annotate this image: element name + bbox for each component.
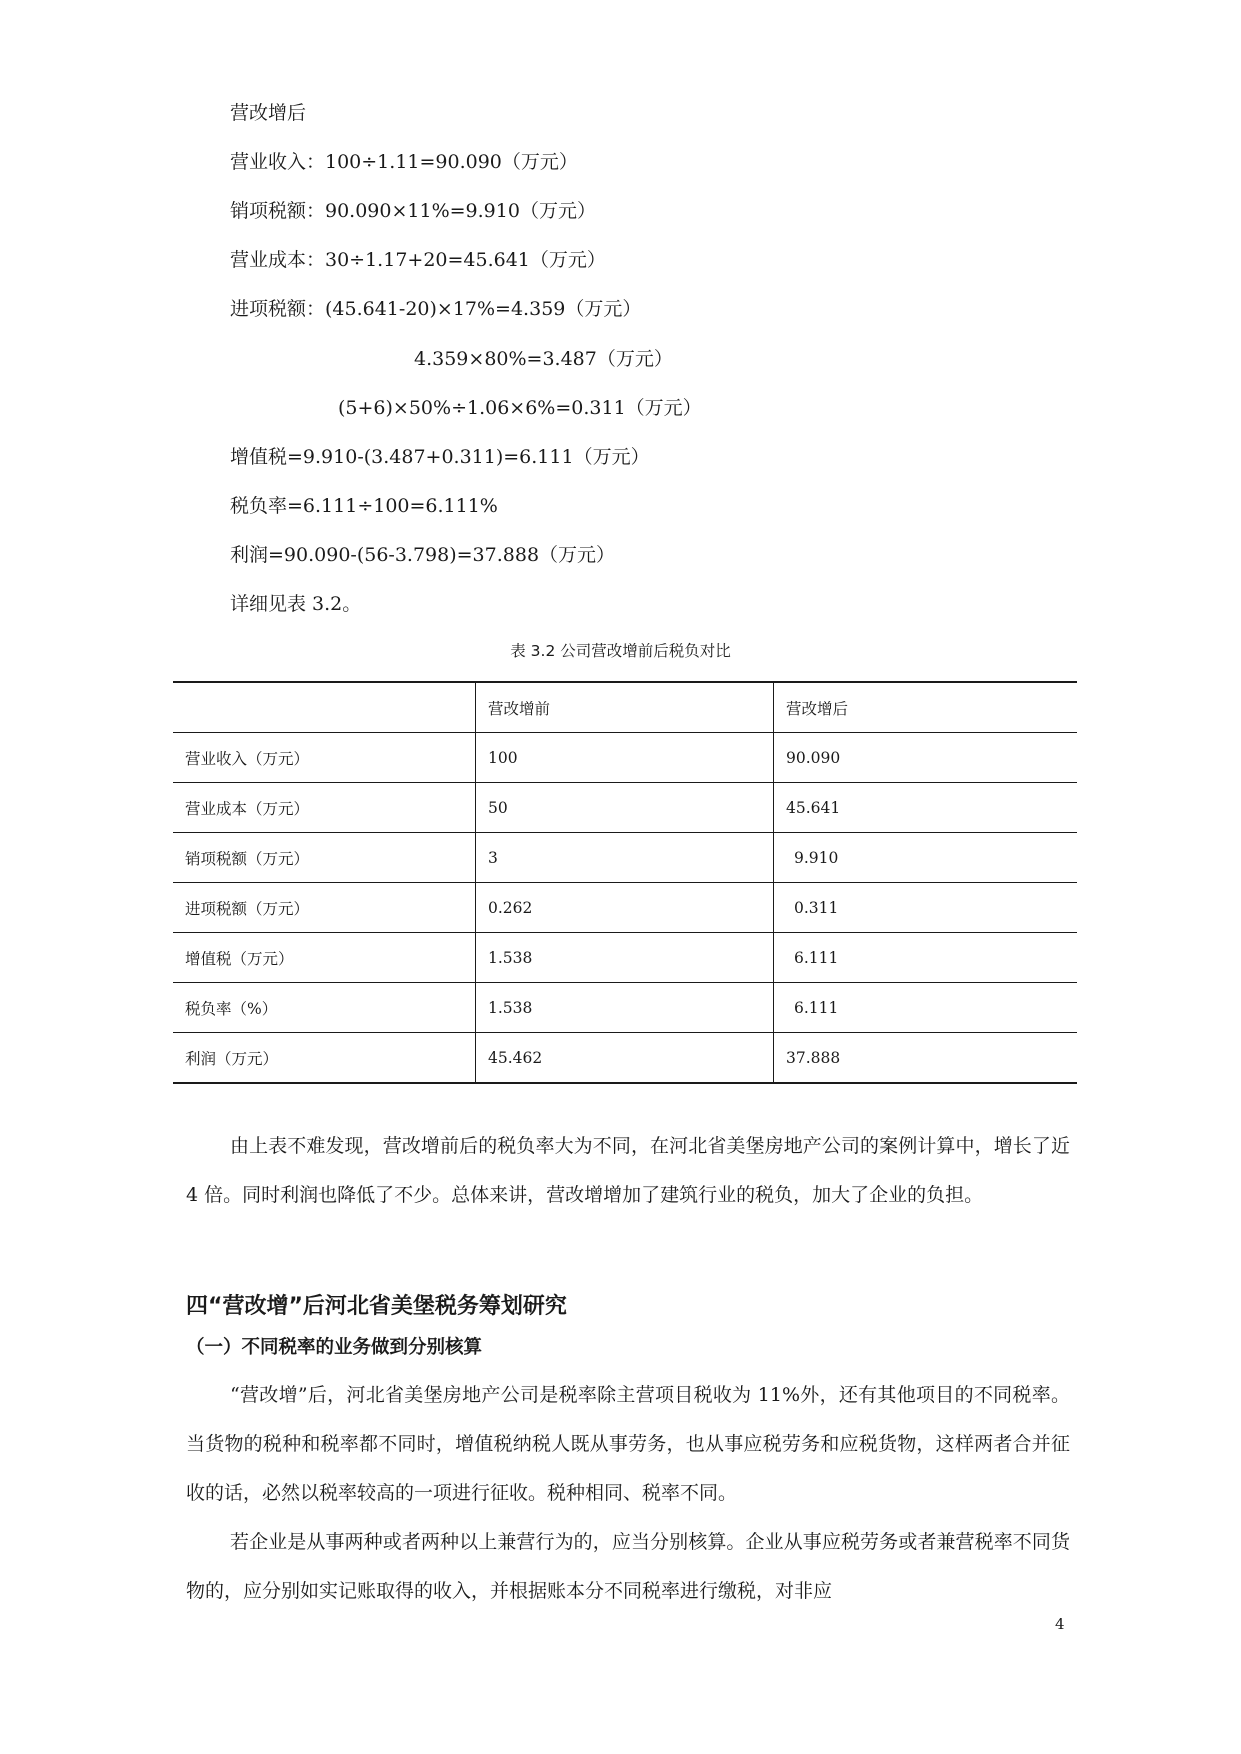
- row-label: 利润（万元）: [173, 1033, 476, 1084]
- value-after: 6.111: [774, 983, 1078, 1033]
- table-row: [173, 983, 1077, 1033]
- header-cell-blank: [173, 682, 476, 733]
- calc-header: 营改增后: [230, 102, 307, 124]
- value-before: 3: [476, 833, 774, 883]
- body-paragraph: 由上表不难发现，营改增前后的税负率大为不同，在河北省美堡房地产公司的案例计算中，增长了近 4 倍。同时利润也降低了不少。总体来讲，营改增增加了建筑行业的税负，加大了企业的负担。: [186, 1135, 1070, 1206]
- table-row: [173, 883, 1077, 933]
- table-row: [173, 783, 1077, 833]
- value-before: 50: [476, 783, 774, 833]
- value-before: 100: [476, 733, 774, 783]
- calc-cost: 营业成本：30÷1.17+20=45.641（万元）: [230, 249, 606, 271]
- value-after: 6.111: [774, 933, 1078, 983]
- calc-input-tax-line2: 4.359×80%=3.487（万元）: [414, 348, 673, 370]
- row-label: 增值税（万元）: [173, 933, 476, 983]
- see-table-note: 详细见表 3.2。: [230, 593, 362, 615]
- header-cell-after: 营改增后: [774, 682, 1078, 733]
- calc-input-tax-line3: (5+6)×50%÷1.06×6%=0.311（万元）: [338, 397, 702, 419]
- value-after: 37.888: [774, 1033, 1078, 1084]
- value-after: 90.090: [774, 733, 1078, 783]
- header-cell-before: 营改增前: [476, 682, 774, 733]
- calc-revenue: 营业收入：100÷1.11=90.090（万元）: [230, 151, 578, 173]
- value-after: 0.311: [774, 883, 1078, 933]
- value-before: 1.538: [476, 933, 774, 983]
- tax-comparison-table: [173, 681, 1077, 1084]
- row-label: 销项税额（万元）: [173, 833, 476, 883]
- calc-burden-rate: 税负率=6.111÷100=6.111%: [230, 495, 498, 517]
- table-row: [173, 933, 1077, 983]
- value-before: 45.462: [476, 1033, 774, 1084]
- body-paragraph: “营改增”后，河北省美堡房地产公司是税率除主营项目税收为 11%外，还有其他项目的不同税率。当货物的税种和税率都不同时，增值税纳税人既从事劳务，也从事应税劳务和应税货物，这样两者合并征收的话，必然以税率较高的一项进行征收。税种相同、税率不同。: [186, 1384, 1070, 1504]
- calc-input-tax: 进项税额：(45.641-20)×17%=4.359（万元）: [230, 298, 642, 320]
- subsection-heading: （一）不同税率的业务做到分别核算: [186, 1337, 483, 1358]
- value-after: 45.641: [774, 783, 1078, 833]
- row-label: 税负率（%）: [173, 983, 476, 1033]
- page-number: 4: [1055, 1615, 1065, 1633]
- calc-profit: 利润=90.090-(56-3.798)=37.888（万元）: [230, 544, 616, 566]
- body-paragraph: 若企业是从事两种或者两种以上兼营行为的，应当分别核算。企业从事应税劳务或者兼营税率不同货物的，应分别如实记账取得的收入，并根据账本分不同税率进行缴税，对非应: [186, 1531, 1070, 1602]
- table-row: [173, 833, 1077, 883]
- calc-output-tax: 销项税额：90.090×11%=9.910（万元）: [230, 200, 596, 222]
- section-heading: 四“营改增”后河北省美堡税务筹划研究: [186, 1294, 567, 1319]
- table-caption: 表 3.2 公司营改增前后税负对比: [510, 642, 731, 660]
- value-before: 1.538: [476, 983, 774, 1033]
- table-header-row: [173, 682, 1077, 733]
- table-row: [173, 1033, 1077, 1084]
- calc-vat: 增值税=9.910-(3.487+0.311)=6.111（万元）: [230, 446, 650, 468]
- table-row: [173, 733, 1077, 783]
- value-before: 0.262: [476, 883, 774, 933]
- row-label: 进项税额（万元）: [173, 883, 476, 933]
- row-label: 营业成本（万元）: [173, 783, 476, 833]
- value-after: 9.910: [774, 833, 1078, 883]
- row-label: 营业收入（万元）: [173, 733, 476, 783]
